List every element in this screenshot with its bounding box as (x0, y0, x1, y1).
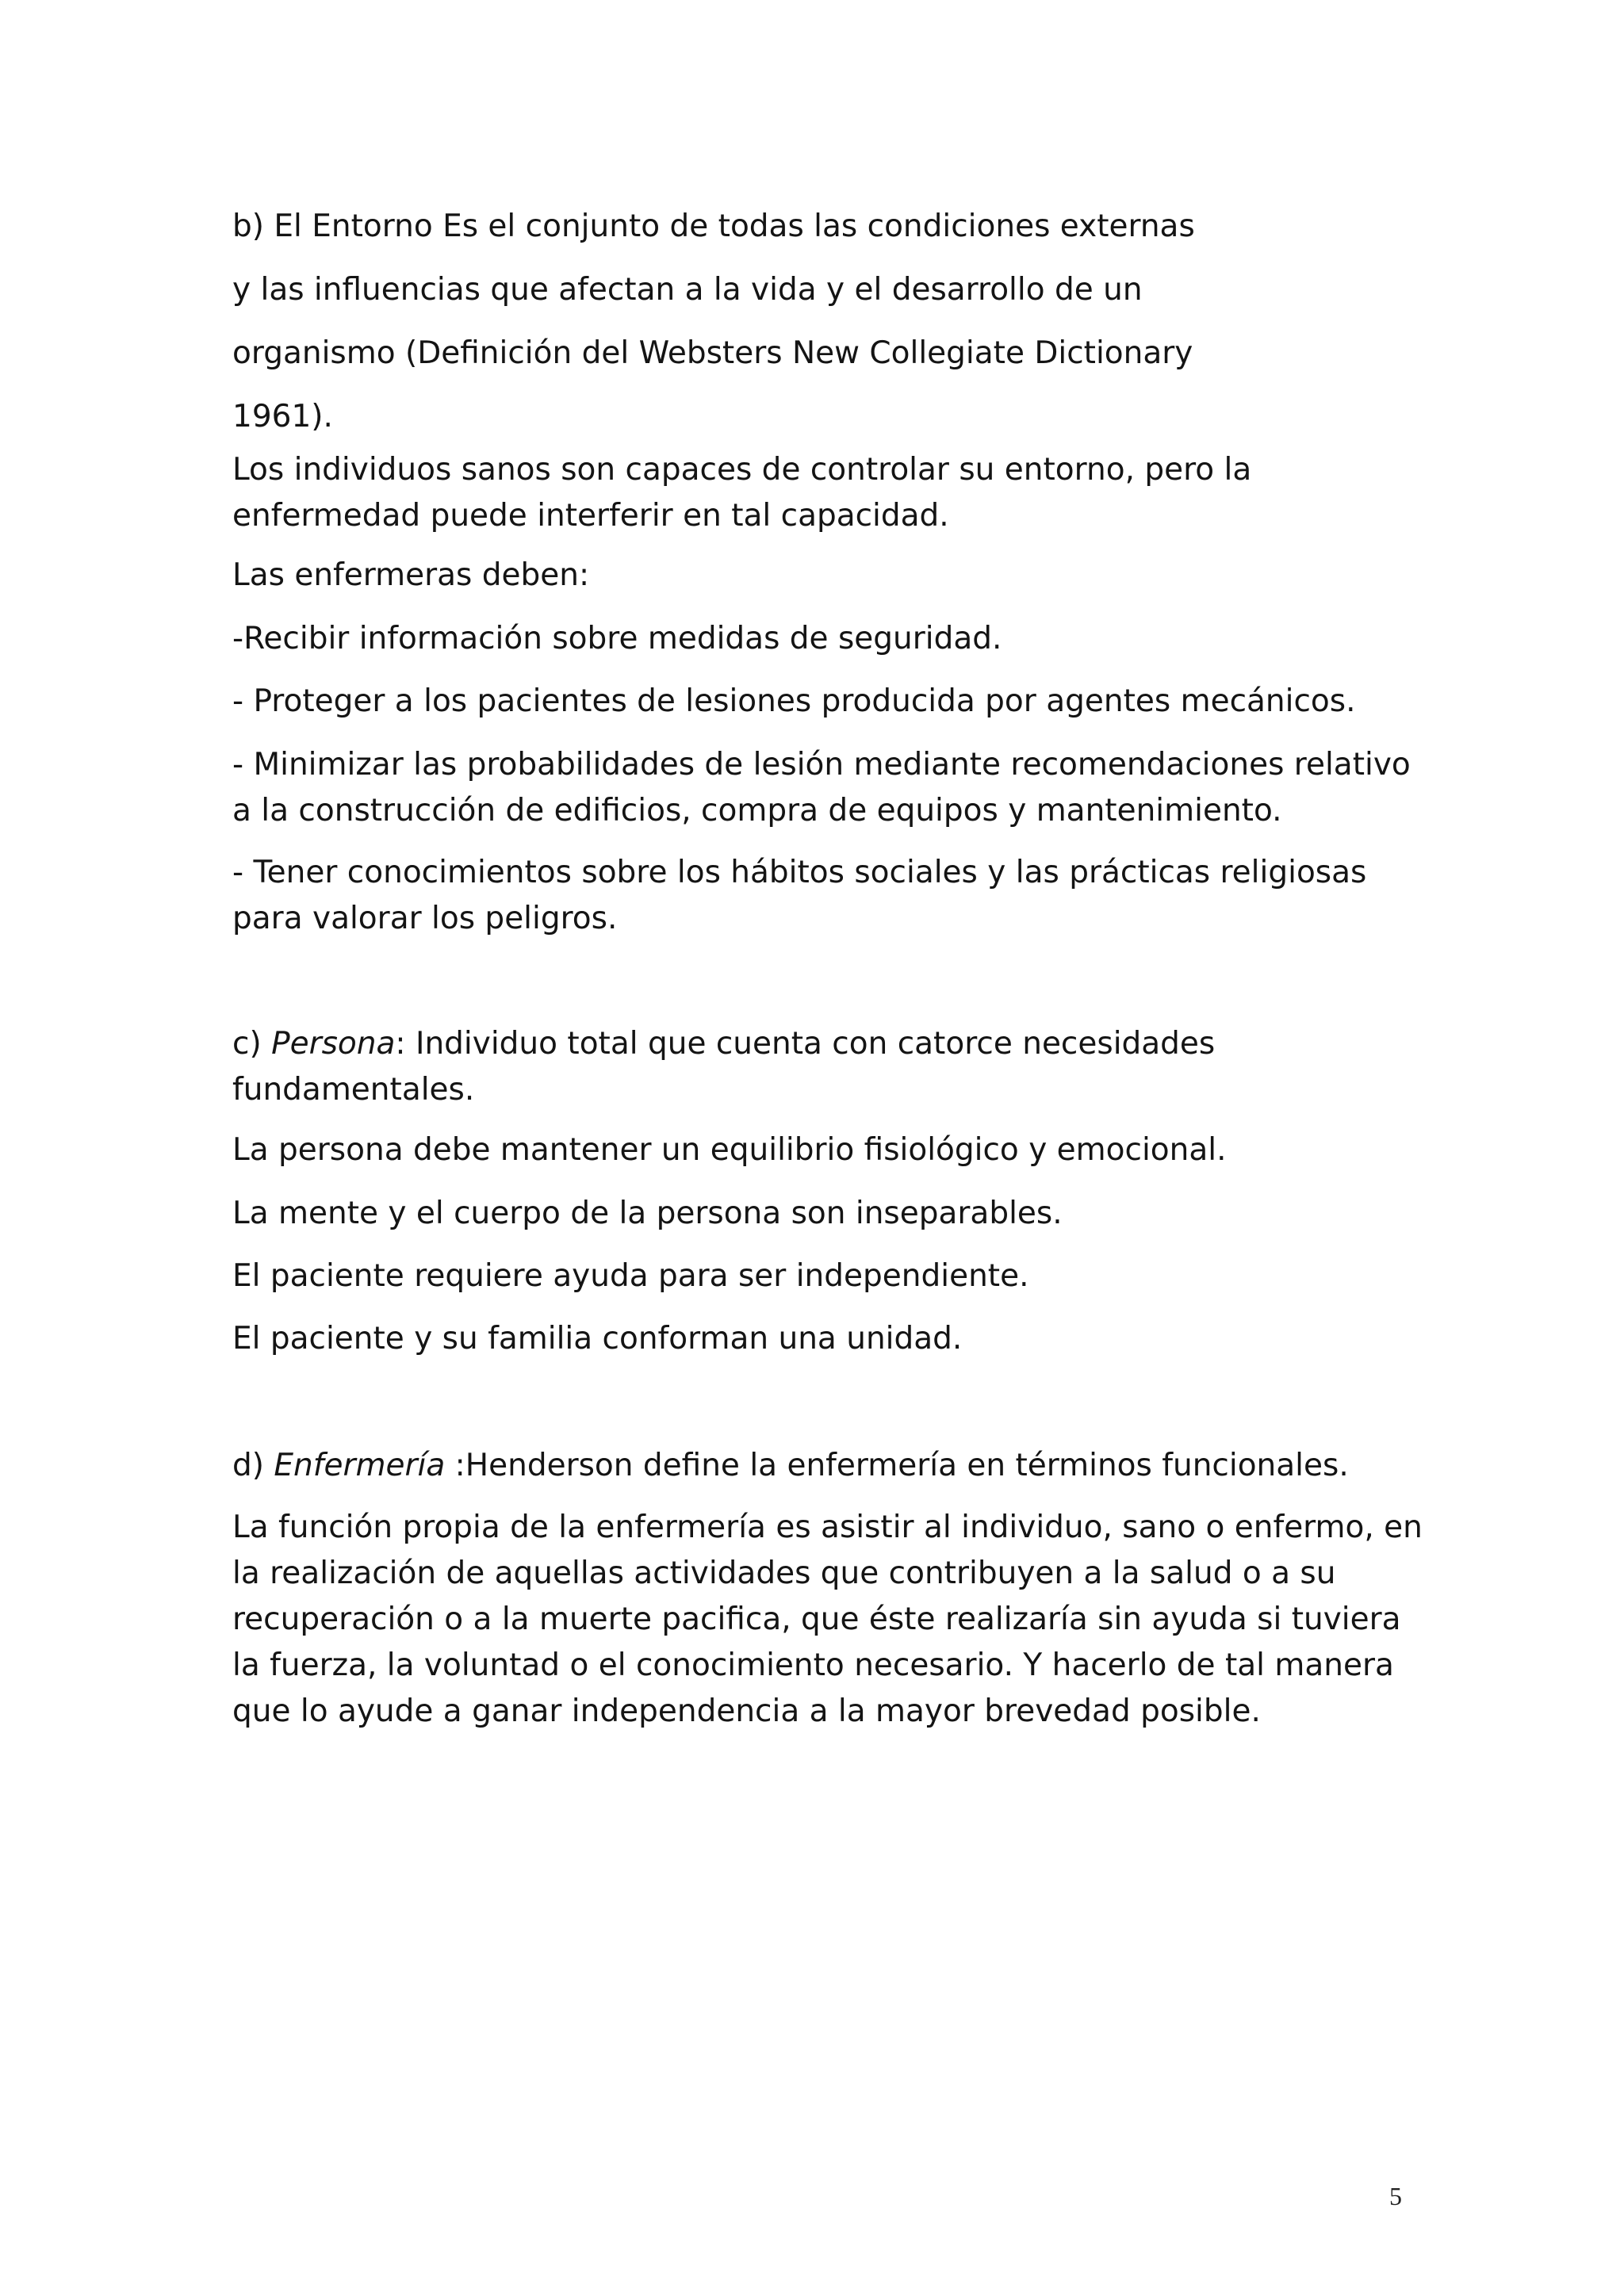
paragraph-line: para valorar los peligros. (232, 901, 618, 936)
section-d-heading (232, 1443, 1438, 1489)
paragraph-line: La persona debe mantener un equilibrio fisiológico y emocional. (232, 1132, 1227, 1168)
section-b-line: organismo (Definición del Websters New Collegiate Dictionary (232, 335, 1193, 371)
paragraph-line: La función propia de la enfermería es asistir al individuo, sano o enfermo, en (232, 1510, 1423, 1545)
paragraph-line: Las enfermeras deben: (232, 557, 590, 593)
paragraph-line: la fuerza, la voluntad o el conocimiento necesario. Y hacerlo de tal manera (232, 1647, 1394, 1683)
paragraph-line: recuperación o a la muerte pacifica, que éste realizaría sin ayuda si tuviera (232, 1601, 1401, 1637)
paragraph-line: Los individuos sanos son capaces de controlar su entorno, pero la (232, 452, 1252, 488)
list-item-tener (232, 850, 1438, 942)
paragraph-line: El paciente requiere ayuda para ser independiente. (232, 1258, 1029, 1294)
page-number: 5 (1389, 2182, 1402, 2210)
paragraph-line: - Minimizar las probabilidades de lesión mediante recomendaciones relativo (232, 747, 1411, 783)
list-item-minimizar (232, 742, 1438, 834)
nurses-must-paragraph (232, 553, 1438, 599)
paragraph-line: la realización de aquellas actividades que contribuyen a la salud o a su (232, 1556, 1336, 1591)
paragraph-line: - Proteger a los pacientes de lesiones producida por agentes mecánicos. (232, 683, 1356, 719)
paragraph-line: que lo ayude a ganar independencia a la mayor brevedad posible. (232, 1693, 1261, 1729)
enfermeria-paragraph (232, 1505, 1438, 1735)
section-c-line: fundamentales. (232, 1072, 475, 1108)
paragraph-line: La mente y el cuerpo de la persona son inseparables. (232, 1196, 1063, 1231)
paragraph-line: El paciente y su familia conforman una unidad. (232, 1321, 963, 1357)
persona-paragraph (232, 1191, 1438, 1237)
list-item-proteger (232, 679, 1438, 725)
list-item-recibir (232, 616, 1438, 662)
section-c-line (232, 1021, 1438, 1067)
section-d-line (232, 1443, 1438, 1489)
section-d-term: Enfermería (274, 1448, 446, 1483)
persona-paragraph (232, 1316, 1438, 1362)
section-d-definition: :Henderson define la enfermería en términos funcionales. (445, 1448, 1349, 1483)
section-c-heading (232, 1021, 1438, 1113)
paragraph-line: - Tener conocimientos sobre los hábitos sociales y las prácticas religiosas (232, 855, 1367, 890)
section-b-line: b) El Entorno Es el conjunto de todas las condiciones externas (232, 209, 1195, 244)
section-c-term: Persona (271, 1026, 396, 1062)
section-b-line: 1961). (232, 399, 333, 434)
section-c-definition: : Individuo total que cuenta con catorce necesidades (395, 1026, 1216, 1062)
section-d-prefix: d) (232, 1448, 274, 1483)
paragraph-line: a la construcción de edificios, compra de equipos y mantenimiento. (232, 793, 1282, 828)
section-b-heading (232, 195, 1438, 449)
section-c-prefix: c) (232, 1026, 272, 1062)
persona-paragraph (232, 1253, 1438, 1299)
paragraph-line: -Recibir información sobre medidas de seguridad. (232, 621, 1002, 656)
paragraph-line: enfermedad puede interferir en tal capacidad. (232, 498, 949, 534)
section-b-line: y las influencias que afectan a la vida y el desarrollo de un (232, 272, 1143, 308)
persona-paragraph (232, 1127, 1438, 1173)
entorno-control-paragraph (232, 447, 1438, 539)
